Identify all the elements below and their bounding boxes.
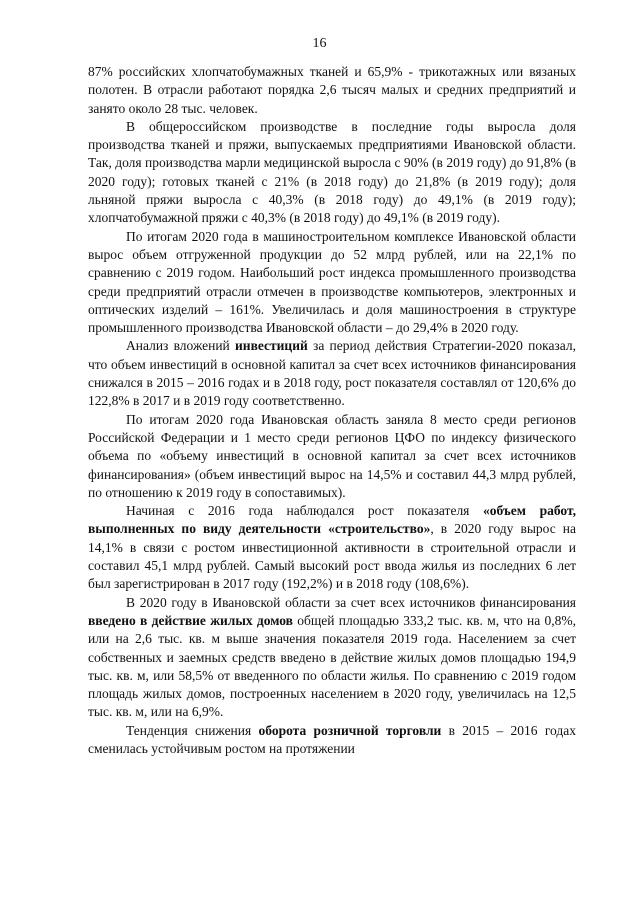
page-number: 16: [312, 36, 327, 51]
text-run: за период действия Стратегии-2020 показал, что объем инвестиций в основной капитал за счет всех источников финансирования снижался в 2015 – 2016 годах и в 2018 году, рост показателя составлял от 120,6% до 122,8% в 2017 и в 2019 году соответственно.: [88, 338, 576, 409]
paragraph: [88, 411, 576, 502]
text-run: Анализ вложений: [126, 338, 236, 354]
text-run: в 2015 – 2016 годах сменилась устойчивым ростом на протяжении: [88, 722, 577, 756]
paragraph: [88, 337, 576, 410]
text-run: 87% российских хлопчатобумажных тканей и 65,9% - трикотажных или вязаных полотен. В отрасли работают порядка 2,6 тысяч малых и средних предприятий и занято около 28 тыс. человек.: [88, 64, 576, 116]
bold-term: оборота розничной торговли: [258, 722, 442, 738]
paragraph: [88, 118, 576, 228]
text-run: Начиная с 2016 года наблюдался рост показателя: [126, 503, 483, 519]
bold-term: инвестиций: [235, 338, 308, 354]
text-run: По итогам 2020 года в машиностроительном комплексе Ивановской области вырос объем отгруженной продукции до 52 млрд рублей, или на 22,1% по сравнению с 2019 годом. Наибольший рост индекса промышленного производства среди предприятий отрасли отмечен в производстве компьютеров, электронных и оптических изделий – 161%. Увеличилась и доля машиностроения в структуре промышленного производства Ивановской области – до 29,4% в 2020 году.: [88, 228, 576, 336]
paragraph: [88, 63, 576, 118]
text-run: , в 2020 году вырос на 14,1% в связи с ростом инвестиционной активности в строительной отрасли и составил 45,1 млрд рублей. Самый высокий рост ввода жилья из последних 6 лет был зарегистрирован в 2017 году (192,2%) и в 2018 году (108,6%).: [88, 521, 577, 592]
text-run: В 2020 году в Ивановской области за счет всех источников финансирования: [126, 594, 576, 610]
paragraph: [88, 502, 576, 593]
text-run: Тенденция снижения: [126, 722, 259, 738]
text-run: В общероссийском производстве в последние годы выросла доля производства тканей и пряжи, выпускаемых предприятиями Ивановской области. Так, доля производства марли медицинской выросла с 90% (в 2019 году) до 91,8% (в 2020 году); готовых тканей с 21% (в 2018 году) до 21,8% (в 2019 году); доля льняной пряжи выросла с 40,3% (в 2018 году) до 49,1% (в 2019 году); хлопчатобумажной пряжи с 40,3% (в 2018 году) до 49,1% (в 2019 году).: [88, 118, 576, 226]
bold-term: «объем работ, выполненных по виду деятельности «строительство»: [88, 503, 576, 537]
bold-term: введено в действие жилых домов: [88, 612, 293, 628]
text-run: общей площадью 333,2 тыс. кв. м, что на 0,8%, или на 2,6 тыс. кв. м выше значения показателя 2019 года. Населением за счет собственных и заемных средств введено в действие жилых домов площадью 194,9 тыс. кв. м, или 58,5% от введенного по области жилья. По сравнению с 2019 годом площадь жилых домов, построенных населением в 2020 году, увеличилась на 12,5 тыс. кв. м, или на 6,9%.: [88, 612, 576, 720]
text-run: По итогам 2020 года Ивановская область заняла 8 место среди регионов Российской Федерации и 1 место среди регионов ЦФО по индексу физического объема по «объему инвестиций в основной капитал за счет всех источников финансирования» (объем инвестиций вырос на 14,5% и составил 44,3 млрд рублей, по отношению к 2019 году в сопоставимых).: [88, 411, 576, 500]
paragraph: [88, 722, 576, 759]
document-body: [88, 63, 576, 758]
paragraph: [88, 594, 576, 722]
paragraph: [88, 228, 576, 338]
